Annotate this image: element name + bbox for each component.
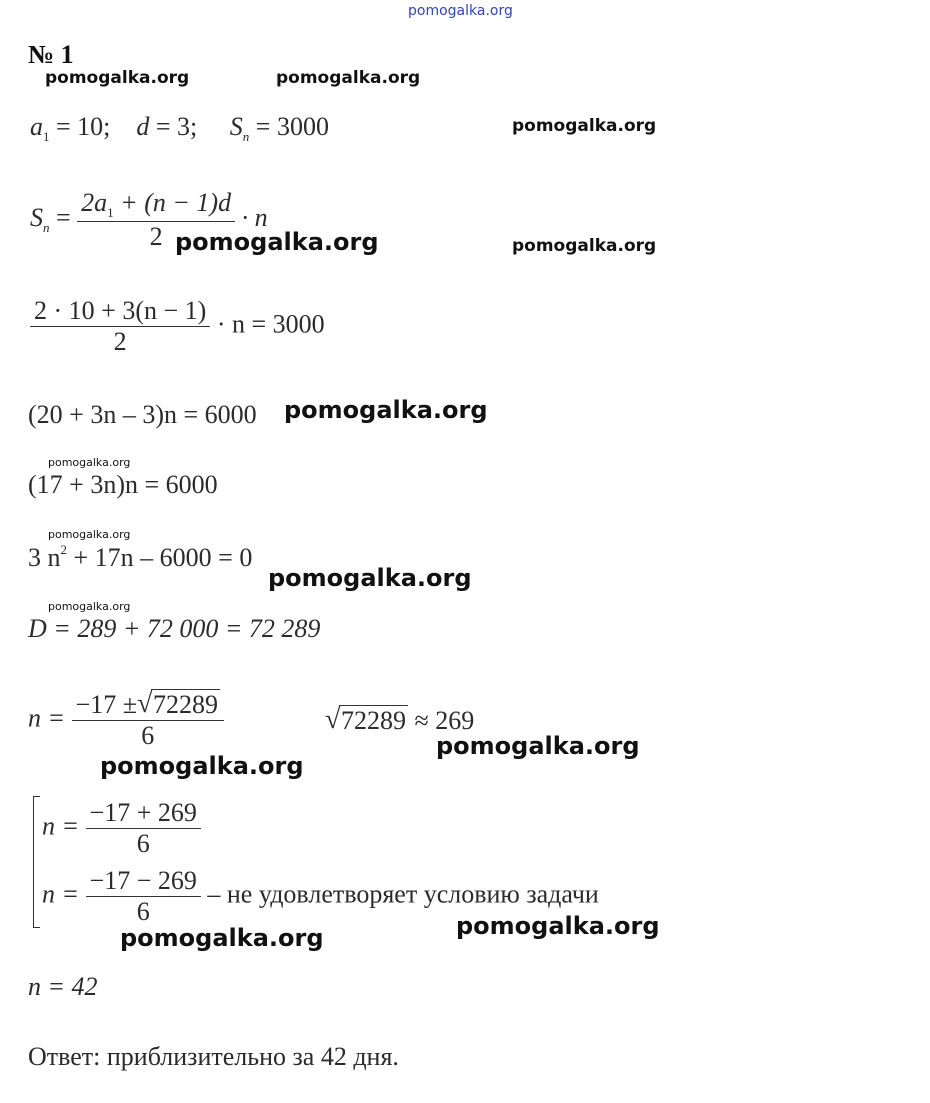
s-value: = 3000 [249, 112, 329, 141]
root2-fraction [86, 866, 201, 927]
watermark: pomogalka.org [175, 228, 379, 256]
sqrt-approx-symbol: √ 72289 [325, 704, 406, 735]
watermark: pomogalka.org [100, 752, 304, 780]
a-symbol: a [30, 112, 43, 141]
step-substitution [30, 296, 325, 357]
roots-numerator [72, 690, 224, 720]
watermark: pomogalka.org [276, 68, 421, 88]
top-watermark: pomogalka.org [408, 3, 513, 19]
root2-lhs: n = [42, 879, 80, 909]
root1-fraction [86, 798, 201, 859]
quadratic-rest: + 17n – 6000 = 0 [67, 543, 253, 572]
d-value: = 3; [149, 112, 198, 141]
answer: Ответ: приблизительно за 42 дня. [28, 1042, 399, 1071]
step-simplify: (17 + 3n)n = 6000 [28, 470, 218, 499]
given-values [30, 112, 329, 145]
step-quadratic [28, 542, 252, 573]
sqrt-symbol: √ 72289 [136, 688, 218, 719]
watermark: pomogalka.org [48, 456, 131, 469]
step1-numerator: 2 · 10 + 3(n − 1) [34, 296, 207, 325]
root2-note: – не удовлетворяет условию задачи [207, 879, 599, 909]
d-symbol: d [136, 112, 150, 141]
s-subscript: n [242, 129, 250, 144]
a-subscript: 1 [43, 129, 50, 144]
step-roots-formula [28, 690, 224, 751]
roots-fraction [72, 690, 224, 751]
quadratic-term: 3 n [28, 543, 61, 572]
root1-lhs: n = [42, 811, 80, 841]
a-value: = 10; [49, 112, 111, 141]
quadratic-exponent: 2 [60, 542, 67, 557]
step-discriminant: D = 289 + 72 000 = 72 289 [28, 614, 321, 643]
watermark: pomogalka.org [268, 564, 472, 592]
step1-tail: · n = 3000 [216, 309, 325, 339]
formula-equals: = [56, 202, 71, 232]
formula-lhs-subscript: n [43, 219, 50, 235]
result: n = 42 [28, 972, 98, 1001]
step1-denominator: 2 [30, 326, 210, 357]
approx-value: ≈ 269 [414, 706, 475, 735]
system-bracket [33, 796, 40, 928]
root2-numerator: −17 − 269 [89, 866, 197, 895]
formula-num-2a: 2a [81, 188, 108, 217]
watermark: pomogalka.org [456, 912, 660, 940]
root1-denominator: 6 [86, 828, 201, 859]
watermark: pomogalka.org [512, 236, 657, 256]
formula-tail: · n [241, 202, 268, 232]
problem-number: № 1 [28, 40, 74, 69]
root1-numerator: −17 + 269 [89, 798, 197, 827]
roots-denominator: 6 [72, 720, 224, 751]
watermark: pomogalka.org [48, 600, 131, 613]
roots-num-prefix: −17 ± [75, 690, 137, 719]
formula-num-sub: 1 [107, 205, 114, 220]
step1-fraction [30, 296, 210, 357]
watermark: pomogalka.org [436, 732, 640, 760]
approx-radicand: 72289 [341, 706, 406, 735]
s-symbol: S [229, 112, 243, 141]
root-positive [42, 798, 201, 859]
formula-lhs: S [30, 202, 43, 232]
formula-denominator: 2 [77, 221, 235, 252]
watermark: pomogalka.org [48, 528, 131, 541]
watermark: pomogalka.org [45, 68, 190, 88]
radicand: 72289 [152, 690, 218, 719]
root2-denominator: 6 [86, 896, 201, 927]
watermark: pomogalka.org [120, 924, 324, 952]
formula-numerator [77, 188, 235, 221]
formula-num-rest: + (n − 1)d [113, 188, 232, 217]
watermark: pomogalka.org [284, 396, 488, 424]
step-expand: (20 + 3n – 3)n = 6000 [28, 400, 257, 429]
watermark: pomogalka.org [512, 116, 657, 136]
roots-lhs: n = [28, 703, 66, 733]
